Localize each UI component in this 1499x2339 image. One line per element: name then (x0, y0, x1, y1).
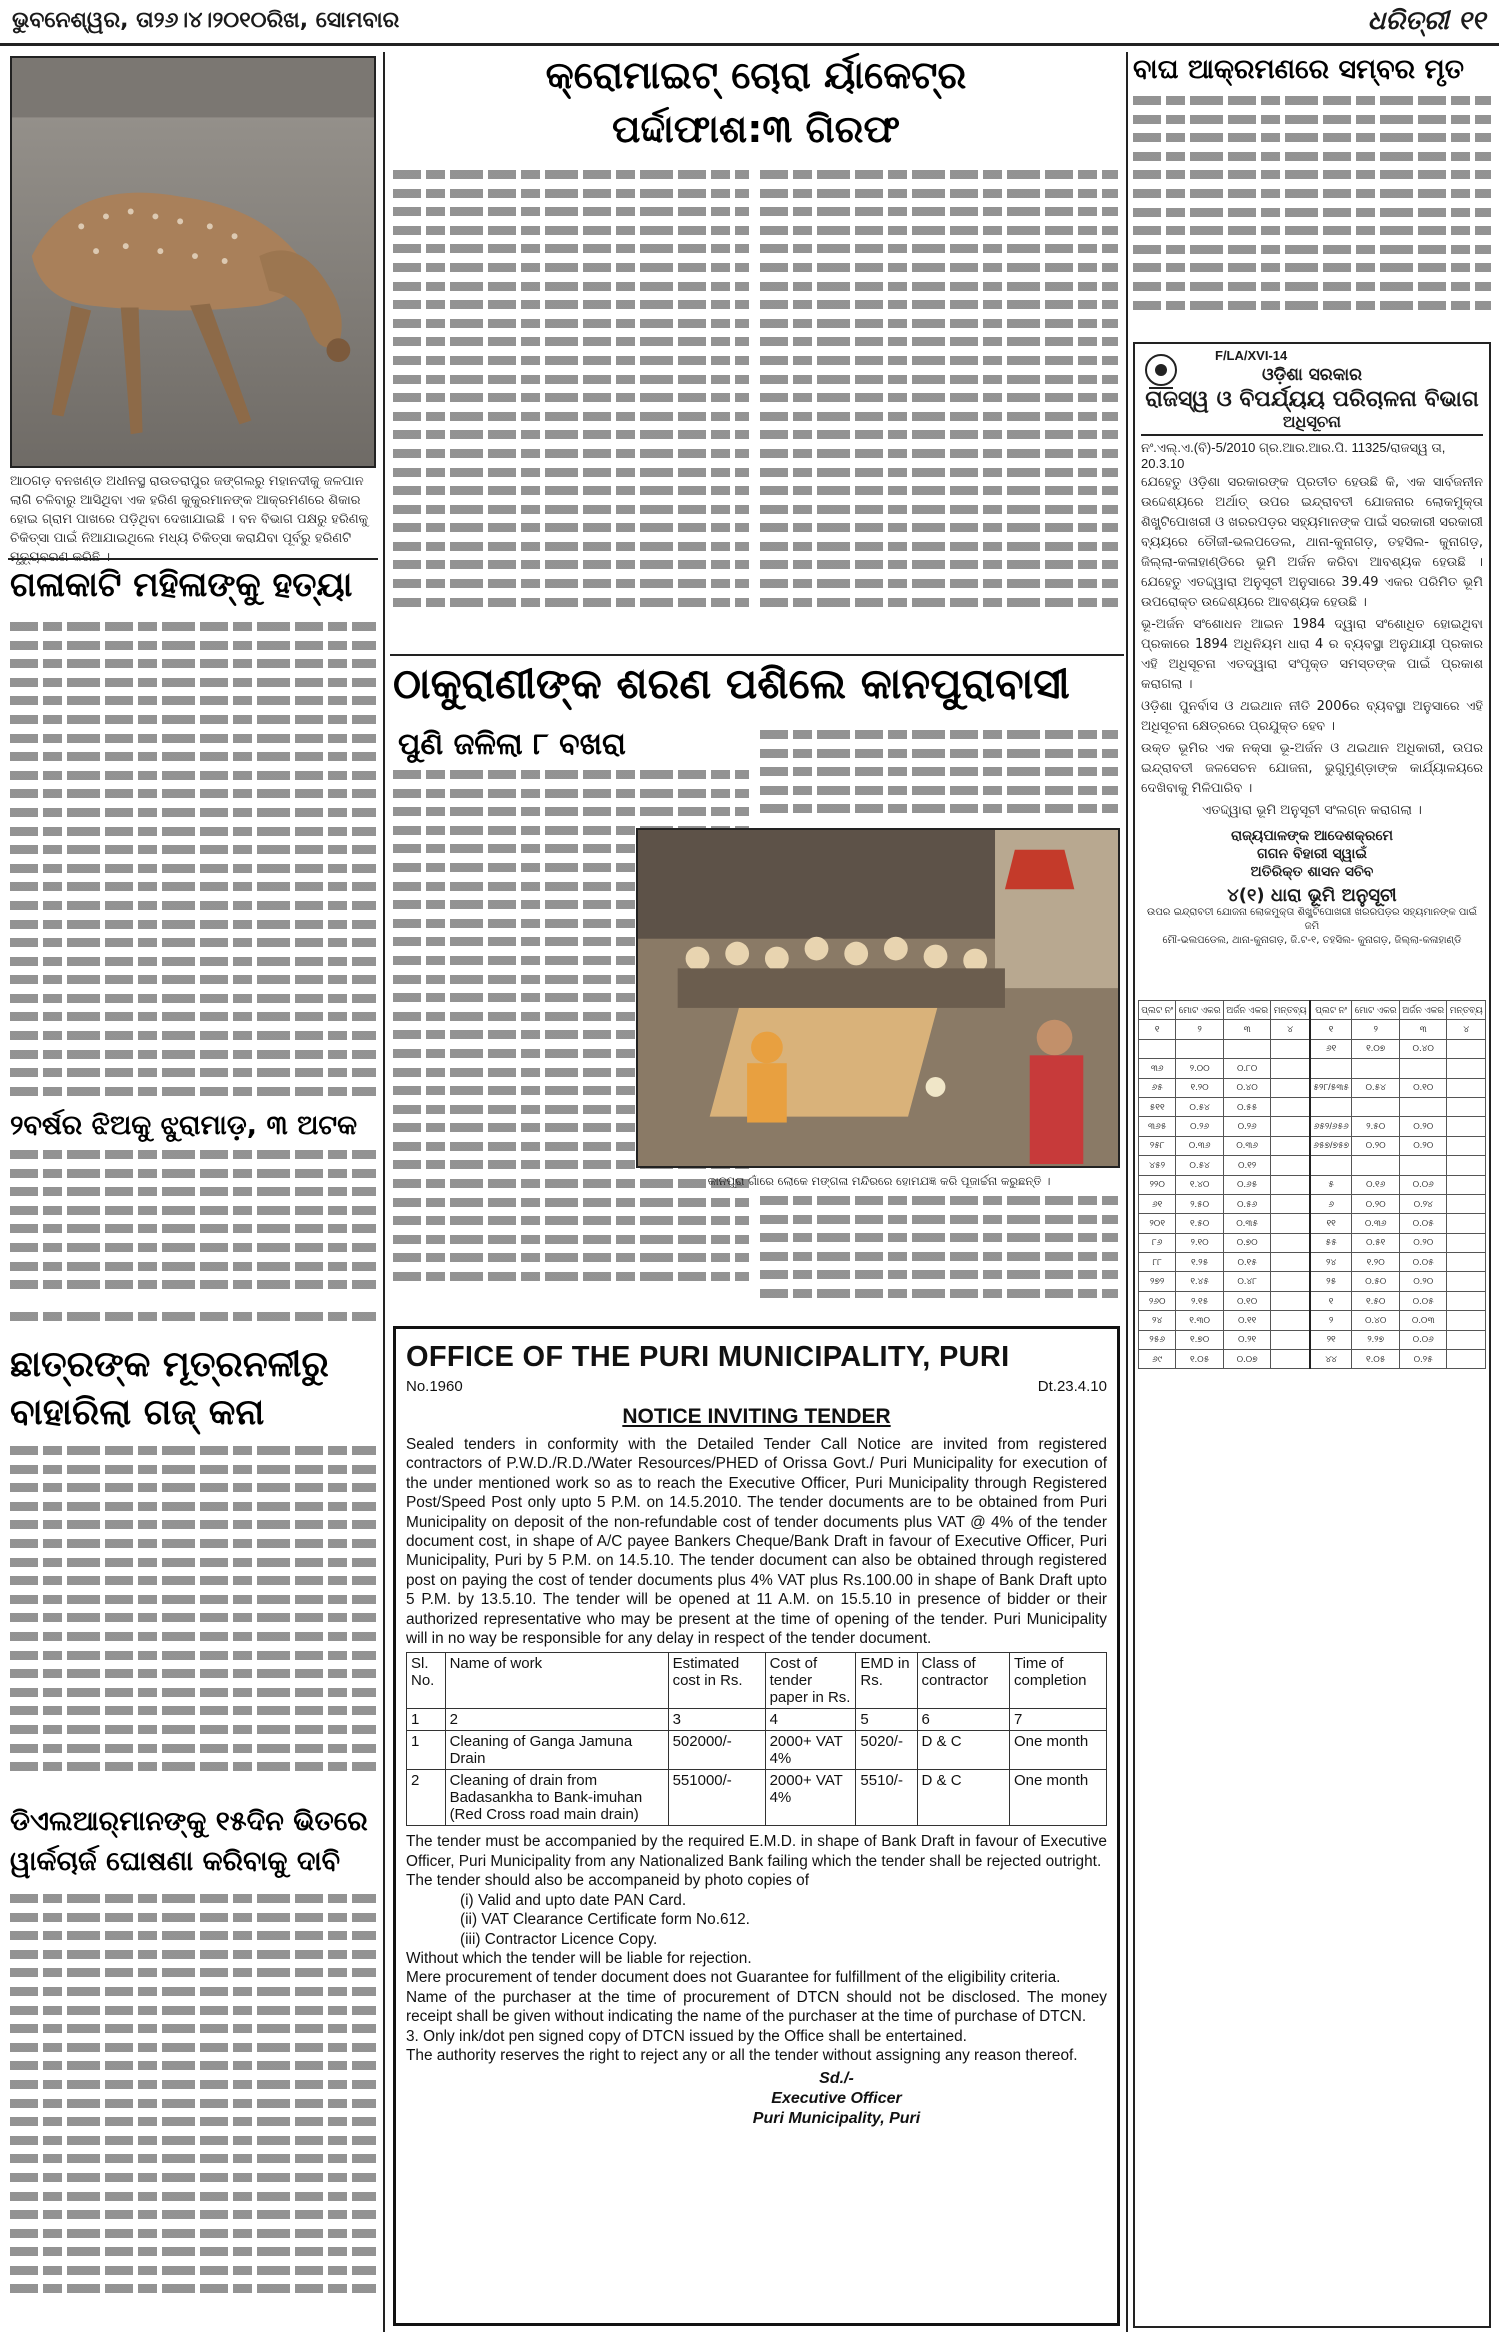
land-cell (1447, 1039, 1486, 1058)
student-body (10, 1446, 376, 1798)
land-cell: ୦.୨୬ (1176, 1117, 1224, 1136)
land-cell: ୩୬ (1139, 1059, 1176, 1078)
tender-cell: 1 (407, 1731, 446, 1770)
land-cell (1447, 1117, 1486, 1136)
notice-signature (1141, 827, 1483, 881)
land-cell: ୧.୨୫ (1176, 1253, 1224, 1272)
tender-column-header: Class of contractor (917, 1653, 1009, 1709)
land-cell: ୦.୭୦ (1223, 1233, 1271, 1252)
land-cell (1271, 1175, 1310, 1194)
notice-code: F/LA/XVI-14 (1215, 348, 1288, 363)
land-cell (1271, 1117, 1310, 1136)
tiger-body (1133, 96, 1491, 336)
tender-signatory: Executive Officer (771, 2090, 902, 2108)
dlr-headline-line2: ୱାର୍କଚାର୍ଜ ଘୋଷଣା କରିବାକୁ ଦାବି (10, 1846, 341, 1877)
land-cell: ୧.୨୦ (1352, 1253, 1400, 1272)
land-cell: ୦.୫୫ (1223, 1097, 1271, 1116)
student-headline-line1: ଛାତ୍ରଙ୍କ ମୂତ୍ରନଳୀରୁ (10, 1344, 329, 1385)
land-cell (1447, 1156, 1486, 1175)
deer-photo-caption: ଆଠଗଡ଼ ବନଖଣ୍ଡ ଅଧୀନସ୍ଥ ରାଉତରାପୁର ଜଙ୍ଗଲରୁ ମହାନଦୀକୁ ଜଳପାନ ଲାଗି ଚଳିବାରୁ ଆସିଥିବା ଏକ ହରିଣ କୁକୁରମାନଙ୍କ ଆକ୍ରମଣରେ ଶିକାର ହୋଇ ଗ୍ରାମ ପାଖରେ ପଡ଼ିଥିବା ଦେଖାଯାଇଛି । ବନ ବିଭାଗ ପକ୍ଷରୁ ହରିଣକୁ ଚିକିତ୍ସା ପାଇଁ ନିଆଯାଇଥିଲେ ମଧ୍ୟ ଚିକିତ୍ସା କରାଯିବା ପୂର୍ବରୁ ହରିଣଟି (10, 474, 369, 546)
land-cell (1271, 1097, 1310, 1116)
land-column-number: ୪ (1447, 1020, 1486, 1039)
tender-sd: Sd./- (819, 2070, 854, 2088)
land-cell (1447, 1233, 1486, 1252)
land-cell: ୨.୦୦ (1176, 1059, 1224, 1078)
land-column-header: ପ୍ଲଟ ନଂ (1139, 1001, 1176, 1020)
land-cell (1447, 1059, 1486, 1078)
land-row (1139, 1136, 1486, 1155)
land-cell (1271, 1330, 1310, 1349)
land-cell: ୦.୫୪ (1176, 1097, 1224, 1116)
land-cell (1447, 1097, 1486, 1116)
tender-signatory-org: Puri Municipality, Puri (752, 2110, 921, 2128)
section-divider (390, 654, 1124, 656)
land-row (1139, 1272, 1486, 1291)
tender-cell: D & C (917, 1731, 1009, 1770)
land-cell: ୧.୭୦ (1176, 1330, 1224, 1349)
land-cell: ୪୫୨ (1139, 1156, 1176, 1175)
tender-row (407, 1731, 1107, 1770)
tender-cell: Cleaning of drain from Badasankha to Bank-imuhan (Red Cross road main drain) (445, 1770, 668, 1826)
kanpur-body-col2-bottom (760, 1196, 1118, 1320)
land-cell (1447, 1291, 1486, 1310)
tender-column-header: EMD in Rs. (856, 1653, 917, 1709)
land-cell (1271, 1350, 1310, 1369)
land-cell: ୬୫୭/୭୫୭ (1310, 1136, 1352, 1155)
notice-sign-name: ଗଗନ ବିହାରୀ ସ୍ୱାଇଁ (1256, 846, 1367, 862)
land-cell: ୮୬ (1139, 1233, 1176, 1252)
masthead (0, 0, 1499, 46)
land-cell: ୨.୫୦ (1352, 1117, 1400, 1136)
land-cell: ୦.୫୪ (1176, 1156, 1224, 1175)
tender-cell: 2 (407, 1770, 446, 1826)
notice-sign-title: ଅତିରିକ୍ତ ଶାସନ ସଚିବ (1250, 864, 1374, 880)
land-cell: ୫୫ (1310, 1233, 1352, 1252)
land-row (1139, 1214, 1486, 1233)
land-cell: ୧.୫୦ (1176, 1214, 1224, 1233)
land-cell (1271, 1311, 1310, 1330)
tender-doc-licence: (iii) Contractor Licence Copy. (460, 1930, 658, 1948)
land-cell (1352, 1059, 1400, 1078)
land-row (1139, 1117, 1486, 1136)
land-cell: ୦.୪୦ (1352, 1311, 1400, 1330)
tender-column-header: Sl. No. (407, 1653, 446, 1709)
tender-doc-vat: (ii) VAT Clearance Certificate form No.612. (460, 1911, 750, 1929)
tender-cell: 551000/- (668, 1770, 765, 1826)
land-cell: ୧.୩୦ (1176, 1311, 1224, 1330)
land-cell (1447, 1350, 1486, 1369)
land-row (1139, 1078, 1486, 1097)
tender-authority: The authority reserves the right to reject any or all the tender without assigning any reason thereof. (406, 2046, 1078, 2064)
land-column-number: ୧ (1139, 1020, 1176, 1039)
notice-department: ରାଜସ୍ୱ ଓ ବିପର୍ଯ୍ୟୟ ପରିଚାଳନା ବିଭାଗ (1145, 387, 1479, 412)
chromite-headline-line2: ପର୍ଦ୍ଦାଫାଶ:୩ ଗିରଫ (612, 107, 900, 151)
land-cell: ୬୯ (1139, 1350, 1176, 1369)
tender-column-header: Time of completion (1009, 1653, 1106, 1709)
notice-para-1: ଯେହେତୁ ଓଡ଼ିଶା ସରକାରଙ୍କ ପ୍ରତୀତ ହେଉଛି କି, ଏକ ସାର୍ବଜନୀନ ଉଦ୍ଦେଶ୍ୟରେ ଅର୍ଥାତ୍ ଉପର ଇନ୍ଦ୍ରାବତୀ ଯୋଜନାର ଲୋକମୁକ୍ତା ଶିଖ୍ଣ୍ଟିପୋଖରୀ ଓ ଖରରପଡ଼ର ସହ୍ୟମାନଙ୍କ ପାଇଁ ସରକାରୀ ସରକାରୀ ବ୍ୟୟରେ ତୌଜୀ-ଭଲପଡେଲ, ଥାନା-କୁନାଗଡ଼, ତହସିଲ- କୁନାଗଡ଼, ଜିଲ୍ଲା-କଳାହାଣ୍ଡିରେ ଭୂମି ଅର୍ଜନ କରିବା ଆବଶ୍ୟକ ହେଉଛି । ଯେହେତୁ ଏତଦ୍ଦ୍ୱାରା ଅନୁସୂଚୀ ଅନୁସାରେ 39.49 ଏକର ପରିମିତ ଭୂମି ଉପରୋକ୍ତ ଉଦ୍ଦେଶ୍ୟରେ ଆବଶ୍ୟକ ହେଉଛି । (1141, 475, 1483, 610)
chromite-body-col2 (760, 170, 1118, 646)
land-cell: ୦.୧୦ (1223, 1291, 1271, 1310)
tender-table (406, 1652, 1107, 1826)
land-cell (1271, 1039, 1310, 1058)
land-cell (1310, 1156, 1352, 1175)
land-row (1139, 1059, 1486, 1078)
woman-murder-body (10, 622, 376, 1110)
land-cell (1399, 1156, 1447, 1175)
tender-title: NOTICE INVITING TENDER (622, 1405, 891, 1428)
tender-column-number: 3 (668, 1709, 765, 1731)
land-cell: ୨୧ (1310, 1330, 1352, 1349)
land-cell: ୦.୦୬ (1399, 1330, 1447, 1349)
student-headline-line2: ବାହାରିଲା ଗଜ୍ କନା (10, 1392, 265, 1433)
land-cell: ୦.୧୨ (1223, 1156, 1271, 1175)
deer-photo (10, 56, 376, 468)
land-cell (1447, 1194, 1486, 1213)
land-row (1139, 1311, 1486, 1330)
land-cell: ୦.୨୦ (1399, 1117, 1447, 1136)
column-rule (383, 52, 385, 2332)
tender-photo-note: The tender should also be accompaneid by photo copies of (406, 1872, 809, 1890)
land-cell: ୦.୧୦ (1399, 1078, 1447, 1097)
land-cell: ୦.୦୫ (1399, 1214, 1447, 1233)
land-cell: ୧.୨୦ (1176, 1078, 1224, 1097)
land-cell: ୨୭୨ (1139, 1272, 1176, 1291)
tender-column-header: Cost of tender paper in Rs. (765, 1653, 856, 1709)
land-row (1139, 1233, 1486, 1252)
land-cell: ୦.୦୫ (1399, 1291, 1447, 1310)
tender-intro: Sealed tenders in conformity with the Detailed Tender Call Notice are invited from registered contractors of P.W.D./R.D./Water Resources/PHED of Orissa Govt./ Puri Municipality for execution of the under mentioned work so as to reach the Executive Officer, Puri Municipality through Registered Post/Speed Post only upto 5 P.M. on 14.5.2010. The tender documents are to be obtained from Puri Municipality on deposit of the non-refundable cost of tender documents plus VAT @ 4% of the tender document cost, in shape of A/C payee Bankers Cheque/Bank Draft in favour of Executive Officer, Puri Municipality, Puri by 5 P.M. on 14.5.10. The tender document can also be obtained through registered post on paying the cost of tender documents plus 4% VAT plus Rs.100.00 in shape of Bank Draft upto 5 P.M. by 13.5.10. The tender will be opened at 11 A.M. on 15.5.10 in presence of bidder or their authorized representative who may be present at the time of opening of the tender. Puri Municipality will in no way be responsible for any delay in respect of the tender document. (406, 1436, 1107, 1648)
land-column-header: ମୋଟ ଏକର (1352, 1001, 1400, 1020)
land-column-number: ୨ (1352, 1020, 1400, 1039)
land-cell: ୪୪ (1310, 1350, 1352, 1369)
land-cell: ୬୫୨/୬୫୬ (1310, 1117, 1352, 1136)
schedule-subtitle-1: ଉପର ଇନ୍ଦ୍ରାବତୀ ଯୋଜନା ଲୋକମୁକ୍ତା ଶିଖ୍ଣ୍ଟିପୋଖରୀ ଖରରପଡ଼ର ସହ୍ୟମାନଙ୍କ ପାଇଁ ଜମି (1147, 907, 1477, 932)
land-cell (1352, 1097, 1400, 1116)
land-cell: ୬୧ (1139, 1194, 1176, 1213)
land-cell: ୦.୩୫ (1223, 1214, 1271, 1233)
tender-cell: 2000+ VAT 4% (765, 1770, 856, 1826)
tender-column-number: 5 (856, 1709, 917, 1731)
tender-column-number: 1 (407, 1709, 446, 1731)
land-row (1139, 1291, 1486, 1310)
notice-para-5: ଏତଦ୍ଦ୍ୱାରା ଭୂମି ଅନୁସୂଚୀ ସଂଲଗ୍ନ କରାଗଲା । (1202, 803, 1422, 818)
land-cell: ୮୮ (1139, 1253, 1176, 1272)
tender-notice (393, 1326, 1120, 2326)
land-cell (1447, 1214, 1486, 1233)
land-cell (1271, 1233, 1310, 1252)
land-cell: ୨୫ (1310, 1272, 1352, 1291)
land-cell: ୦.୦୩ (1399, 1311, 1447, 1330)
schedule-subtitle-2: ମୌ-ଭଲପଡେଲ, ଥାନା-କୁନାଗଡ଼, ଜି.ଟ-୧, ତହସିଲ- କୁନାଗଡ଼, ଜିଲ୍ଲା-କଳାହାଣ୍ଡି (1162, 935, 1462, 946)
notice-para-4: ଉକ୍ତ ଭୂମିର ଏକ ନକ୍ସା ଭୂ-ଅର୍ଜନ ଓ ଥଇଥାନ ଅଧିକାରୀ, ଉପର ଇନ୍ଦ୍ରାବତୀ ଜଳସେଚନ ଯୋଜନା, ଭୁଗୁମୁଣ୍ଡ଼ାଙ୍କ କାର୍ଯ୍ୟାଳୟରେ ଦେଖିବାକୁ ମିଳିପାରିବ । (1141, 741, 1483, 796)
tender-cell: D & C (917, 1770, 1009, 1826)
land-cell: ୦.୫୪ (1352, 1078, 1400, 1097)
chromite-headline-line1: କ୍ରୋମାଇଟ୍ ଚୋରା ର୍ୟାକେଟ୍‌ର (545, 53, 967, 97)
land-cell: ୨୬୦ (1139, 1291, 1176, 1310)
tender-cell: 5510/- (856, 1770, 917, 1826)
tender-column-number: 2 (445, 1709, 668, 1731)
land-row (1139, 1156, 1486, 1175)
land-row (1139, 1194, 1486, 1213)
land-cell (1399, 1059, 1447, 1078)
tender-cell: 2000+ VAT 4% (765, 1731, 856, 1770)
land-cell: ୦.୪୦ (1399, 1039, 1447, 1058)
land-cell: ୦.୦୫ (1399, 1253, 1447, 1272)
land-cell: ୦.୨୦ (1399, 1233, 1447, 1252)
land-cell: ୦.୫୦ (1352, 1272, 1400, 1291)
kanpur-subhead: ପୁଣି ଜଳିଲା ୮ ବଖରା (398, 727, 626, 762)
land-cell: ୦.୫୧ (1352, 1233, 1400, 1252)
land-cell (1447, 1078, 1486, 1097)
land-column-header: ମନ୍ତବ୍ୟ (1271, 1001, 1310, 1020)
land-cell: ୦.୦୭ (1223, 1350, 1271, 1369)
land-cell (1271, 1194, 1310, 1213)
land-cell (1447, 1272, 1486, 1291)
tender-column-number: 7 (1009, 1709, 1106, 1731)
land-cell: ୨୨୦ (1139, 1175, 1176, 1194)
land-cell (1271, 1059, 1310, 1078)
chromite-body-col1 (393, 170, 749, 646)
land-cell: ୦.୨୦ (1352, 1194, 1400, 1213)
tender-office: OFFICE OF THE PURI MUNICIPALITY, PURI (406, 1341, 1010, 1373)
land-row (1139, 1350, 1486, 1369)
land-cell: ୨ (1310, 1311, 1352, 1330)
land-cell (1271, 1136, 1310, 1155)
land-cell: ୦.୩୬ (1223, 1136, 1271, 1155)
land-cell: ୬ (1310, 1194, 1352, 1213)
kanpur-headline: ଠାକୁରାଣୀଙ୍କ ଶରଣ ପଶିଲେ କାନପୁରାବାସୀ (393, 659, 1070, 708)
land-cell: ୬୫ (1139, 1078, 1176, 1097)
tender-column-header: Estimated cost in Rs. (668, 1653, 765, 1709)
land-cell (1447, 1175, 1486, 1194)
land-cell: ୦.୨୦ (1352, 1136, 1400, 1155)
land-cell: ୦.୬୫ (1223, 1175, 1271, 1194)
land-cell (1139, 1039, 1176, 1058)
land-cell: ୨୫୬ (1139, 1330, 1176, 1349)
section-divider (8, 558, 378, 560)
land-cell: ୦.୩୬ (1352, 1214, 1400, 1233)
land-cell: ୨.୧୫ (1176, 1291, 1224, 1310)
land-cell: ୦.୪୮ (1223, 1272, 1271, 1291)
odisha-emblem-icon (1143, 352, 1179, 392)
land-cell: ୧.୦୫ (1176, 1350, 1224, 1369)
land-column-header: ଅର୍ଜନ ଏକର (1223, 1001, 1271, 1020)
land-cell: ୦.୧୫ (1223, 1253, 1271, 1272)
land-cell (1310, 1059, 1352, 1078)
notice-state: ଓଡ଼ିଶା ସରକାର (1261, 365, 1363, 385)
child-assault-headline: ୨ବର୍ଷର ଝିଅକୁ ଝୁରାମାଡ଼, ୩ ଅଟକ (10, 1110, 358, 1141)
land-cell: ୨.୫୦ (1176, 1194, 1224, 1213)
land-cell (1310, 1097, 1352, 1116)
land-cell (1271, 1156, 1310, 1175)
land-cell (1447, 1311, 1486, 1330)
land-cell: ୧ (1310, 1291, 1352, 1310)
land-cell: ୨.୧୦ (1176, 1233, 1224, 1252)
land-column-header: ପ୍ଲଟ ନଂ (1310, 1001, 1352, 1020)
tender-without: Without which the tender will be liable for rejection. (406, 1949, 752, 1967)
land-cell: ୧.୪୫ (1176, 1272, 1224, 1291)
tender-column-number: 6 (917, 1709, 1009, 1731)
tender-emd-note: The tender must be accompanied by the required E.M.D. in shape of Bank Draft in favour of Executive Officer, Puri Municipality from any Nationalized Bank failing which the tender shall be rejected outright. (406, 1833, 1107, 1870)
land-cell: ୨୪ (1310, 1253, 1352, 1272)
land-column-number: ୨ (1176, 1020, 1224, 1039)
dlr-body (10, 1894, 376, 2330)
tender-doc-pan: (i) Valid and upto date PAN Card. (460, 1891, 687, 1909)
land-cell: ୫ (1310, 1175, 1352, 1194)
tender-number: No.1960 (406, 1378, 463, 1395)
land-cell: ୫୧୧ (1139, 1097, 1176, 1116)
land-cell: ୨୫୮ (1139, 1136, 1176, 1155)
land-column-header: ମୋଟ ଏକର (1176, 1001, 1224, 1020)
land-cell (1447, 1136, 1486, 1155)
tender-point3: 3. Only ink/dot pen signed copy of DTCN issued by the Office shall be entertained. (406, 2027, 967, 2045)
land-cell: ୨୦୧ (1139, 1214, 1176, 1233)
land-cell: ୦.୨୦ (1399, 1136, 1447, 1155)
tender-cell: Cleaning of Ganga Jamuna Drain (445, 1731, 668, 1770)
land-cell: ୧.୫୦ (1352, 1291, 1400, 1310)
land-cell: ୦.୦୬ (1399, 1175, 1447, 1194)
land-cell (1447, 1330, 1486, 1349)
notice-para-2: ଭୂ-ଅର୍ଜନ ସଂଶୋଧନ ଆଇନ 1984 ଦ୍ୱାରା ସଂଶୋଧିତ ହୋଇଥିବା ପ୍ରକାରେ 1894 ଅଧିନିୟମ ଧାରା 4 ର ବ୍ୟବସ୍ଥା ଅନୁଯାୟୀ ପ୍ରକାର ଏହି ଅଧିସୂଚନା ଏତଦ୍ୱାରା ସଂପୃକ୍ତ ସମସ୍ତଙ୍କ ପାଇଁ ପ୍ରକାଶ କରାଗଲା । (1141, 617, 1483, 692)
land-cell: ୬୧ (1310, 1039, 1352, 1058)
land-row (1139, 1253, 1486, 1272)
land-schedule-table (1138, 1000, 1486, 1369)
land-cell (1176, 1039, 1224, 1058)
land-row (1139, 1330, 1486, 1349)
tender-date: Dt.23.4.10 (1037, 1378, 1107, 1395)
land-column-header: ମନ୍ତବ୍ୟ (1447, 1001, 1486, 1020)
land-cell (1399, 1097, 1447, 1116)
land-cell: ୧୧ (1310, 1214, 1352, 1233)
land-cell: ୨୪ (1139, 1311, 1176, 1330)
land-cell: ୦.୩୬ (1176, 1136, 1224, 1155)
land-cell: ୦.୫୬ (1223, 1194, 1271, 1213)
notice-reference: ନଂ.ଏଲ୍.ଏ.(ବି)-5/2010 ଗ୍ର.ଆର.ଆର.ପି. 11325/ରାଜସ୍ୱ ତା, 20.3.10 (1141, 440, 1446, 471)
tender-column-header: Name of work (445, 1653, 668, 1709)
tender-cell: 5020/- (856, 1731, 917, 1770)
land-cell: ୦.୧୬ (1352, 1175, 1400, 1194)
land-cell: ୨.୨୭ (1352, 1330, 1400, 1349)
tender-cell: One month (1009, 1770, 1106, 1826)
tender-purchaser: Name of the purchaser at the time of procurement of DTCN should not be disclosed. The money receipt shall be given without indicating the name of the purchaser at the time of purchase of DTCN. (406, 1988, 1107, 2026)
tender-mere: Mere procurement of tender document does not Guarantee for fulfillment of the eligibility criteria. (406, 1969, 1061, 1987)
land-cell (1271, 1272, 1310, 1291)
woman-murder-headline: ଗଳାକାଟି ମହିଳାଙ୍କୁ ହତ୍ୟା (10, 565, 353, 605)
land-cell: ୧.୦୫ (1352, 1350, 1400, 1369)
land-cell: ୦.୨୦ (1399, 1272, 1447, 1291)
land-cell: ୦.୨୬ (1223, 1117, 1271, 1136)
land-column-number: ୩ (1399, 1020, 1447, 1039)
land-cell: ୧.୪୦ (1176, 1175, 1224, 1194)
notice-sign-order: ରାଜ୍ୟପାଳଙ୍କ ଆଦେଶକ୍ରମେ (1231, 828, 1393, 844)
child-assault-body (10, 1150, 376, 1310)
tender-cell: 502000/- (668, 1731, 765, 1770)
land-column-number: ୪ (1271, 1020, 1310, 1039)
tender-column-number: 4 (765, 1709, 856, 1731)
land-cell: ୩୬୫ (1139, 1117, 1176, 1136)
child-assault-body-cont (10, 1312, 376, 1332)
land-cell (1352, 1156, 1400, 1175)
land-cell (1271, 1291, 1310, 1310)
dlr-headline-line1: ଡିଏଲଆର୍‌ମାନଙ୍କୁ ୧୫ଦିନ ଭିତରେ (10, 1806, 368, 1837)
land-cell (1271, 1214, 1310, 1233)
land-cell (1447, 1253, 1486, 1272)
land-cell (1271, 1078, 1310, 1097)
land-cell: ୦.୨୪ (1399, 1194, 1447, 1213)
land-cell: ୦.୧୧ (1223, 1311, 1271, 1330)
land-cell: ୦.୨୫ (1399, 1350, 1447, 1369)
land-column-header: ଅର୍ଜନ ଏକର (1399, 1001, 1447, 1020)
land-cell: ୧.୦୭ (1352, 1039, 1400, 1058)
schedule-title: ୪(୧) ଧାରା ଭୂମି ଅନୁସୂଚୀ (1227, 885, 1397, 906)
tiger-headline: ବାଘ ଆକ୍ରମଣରେ ସମ୍ବର ମୃତ (1133, 54, 1464, 85)
notice-para-3: ଓଡ଼ିଶା ପୁନର୍ବାସ ଓ ଥଇଥାନ ନୀତି 2006ର ବ୍ୟବସ୍ଥା ଅନୁସାରେ ଏହି ଅଧିସୂଚନା କ୍ଷେତ୍ରରେ ପ୍ରଯୁକ୍ତ ହେବ । (1141, 699, 1483, 734)
land-row (1139, 1175, 1486, 1194)
kanpur-photo (636, 828, 1120, 1168)
land-row (1139, 1097, 1486, 1116)
land-column-number: ୩ (1223, 1020, 1271, 1039)
notice-type: ଅଧିସୂଚନା (1141, 412, 1483, 436)
land-cell: ୦.୨୧ (1223, 1330, 1271, 1349)
date-line: ଭୁବନେଶ୍ୱର, ତା୨୬।୪।୨୦୧୦ରିଖ, ସୋମବାର (12, 8, 400, 33)
paper-page: ଧରିତ୍ରୀ ୧୧ (1367, 6, 1485, 36)
land-cell (1223, 1039, 1271, 1058)
land-cell: ୦.୮୦ (1223, 1059, 1271, 1078)
tender-row (407, 1770, 1107, 1826)
land-row (1139, 1039, 1486, 1058)
tender-cell: One month (1009, 1731, 1106, 1770)
land-column-number: ୧ (1310, 1020, 1352, 1039)
land-cell (1271, 1253, 1310, 1272)
kanpur-body-col2-top (760, 730, 1118, 822)
column-rule (1126, 52, 1128, 2332)
land-cell: ୦.୪୦ (1223, 1078, 1271, 1097)
kanpur-photo-caption: କାନପୁରା ଗାଁରେ ଲୋକେ ମଙ୍ଗଳା ମନ୍ଦିରରେ ହୋମଯଜ୍ଞ କରି ପୂଜାର୍ଚ୍ଚନା କରୁଛନ୍ତି । (707, 1174, 1051, 1188)
land-cell: ୫୨୮/୫୩୫ (1310, 1078, 1352, 1097)
